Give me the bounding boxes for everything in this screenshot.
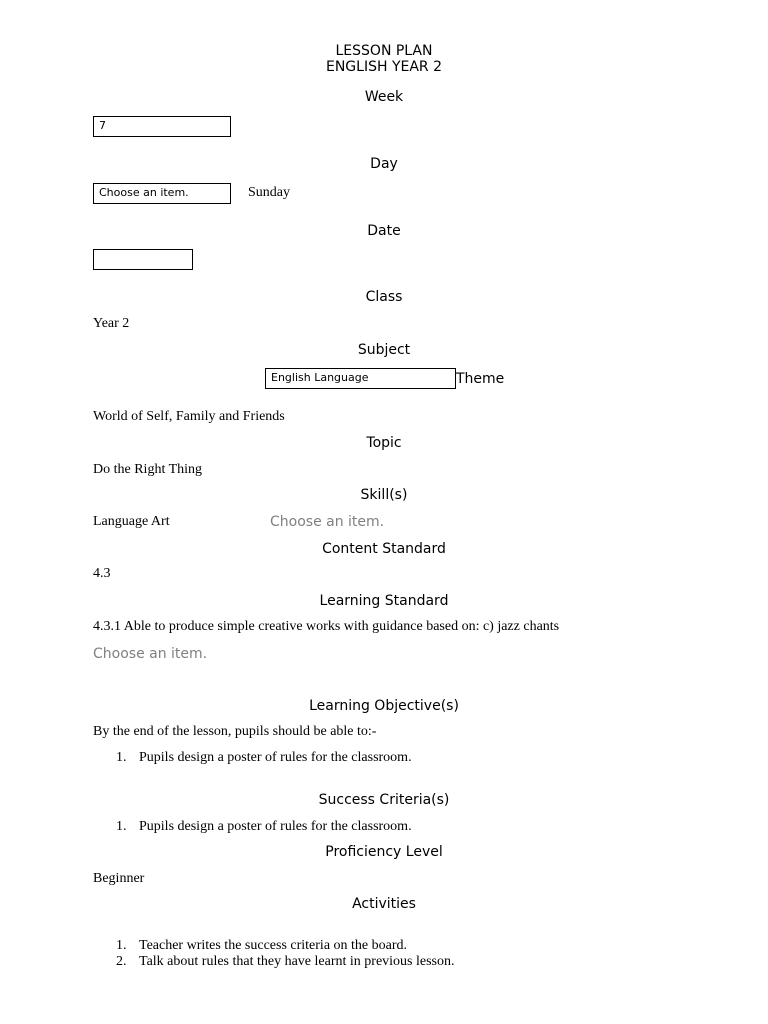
week-label: Week bbox=[364, 89, 404, 105]
list-number: 1. bbox=[116, 750, 127, 765]
list-item bbox=[116, 819, 412, 835]
proficiency-value: Beginner bbox=[93, 871, 145, 886]
list-text: Talk about rules that they have learnt in previous lesson. bbox=[139, 954, 455, 969]
list-number: 2. bbox=[116, 954, 127, 969]
skills-value: Language Art bbox=[93, 514, 170, 529]
date-field[interactable] bbox=[93, 249, 193, 270]
list-item bbox=[116, 750, 412, 766]
learning-standard-dropdown[interactable]: Choose an item. bbox=[93, 646, 208, 662]
class-label: Class bbox=[365, 289, 403, 305]
topic-value: Do the Right Thing bbox=[93, 462, 203, 477]
learning-standard-value: 4.3.1 Able to produce simple creative works with guidance based on: c) jazz chants bbox=[93, 619, 560, 634]
subject-label: Subject bbox=[357, 342, 411, 358]
content-standard-label: Content Standard bbox=[322, 541, 446, 557]
day-label: Day bbox=[370, 156, 398, 172]
day-value: Sunday bbox=[248, 185, 290, 200]
success-criteria-label: Success Criteria(s) bbox=[318, 792, 450, 808]
learning-standard-label: Learning Standard bbox=[319, 593, 449, 609]
list-text: Pupils design a poster of rules for the classroom. bbox=[139, 819, 412, 834]
list-text: Teacher writes the success criteria on the board. bbox=[139, 938, 408, 953]
theme-value: World of Self, Family and Friends bbox=[93, 409, 285, 424]
theme-label: Theme bbox=[456, 371, 505, 387]
title-english-year: ENGLISH YEAR 2 bbox=[325, 59, 443, 75]
title-lesson-plan: LESSON PLAN bbox=[335, 43, 433, 59]
subject-dropdown[interactable]: English Language bbox=[265, 368, 456, 389]
list-number: 1. bbox=[116, 819, 127, 834]
list-number: 1. bbox=[116, 938, 127, 953]
proficiency-label: Proficiency Level bbox=[325, 844, 443, 860]
class-value: Year 2 bbox=[93, 316, 130, 331]
skills-dropdown[interactable]: Choose an item. bbox=[270, 514, 385, 530]
week-field[interactable]: 7 bbox=[93, 116, 231, 137]
date-label: Date bbox=[367, 223, 401, 239]
list-text: Pupils design a poster of rules for the classroom. bbox=[139, 750, 412, 765]
list-item bbox=[116, 954, 455, 970]
learning-objectives-label: Learning Objective(s) bbox=[309, 698, 459, 714]
learning-objectives-intro: By the end of the lesson, pupils should be able to:- bbox=[93, 724, 377, 739]
activities-label: Activities bbox=[352, 896, 416, 912]
topic-label: Topic bbox=[366, 435, 402, 451]
content-standard-value: 4.3 bbox=[93, 566, 111, 581]
list-item bbox=[116, 938, 407, 954]
skills-label: Skill(s) bbox=[360, 487, 408, 503]
day-dropdown[interactable]: Choose an item. bbox=[93, 183, 231, 204]
